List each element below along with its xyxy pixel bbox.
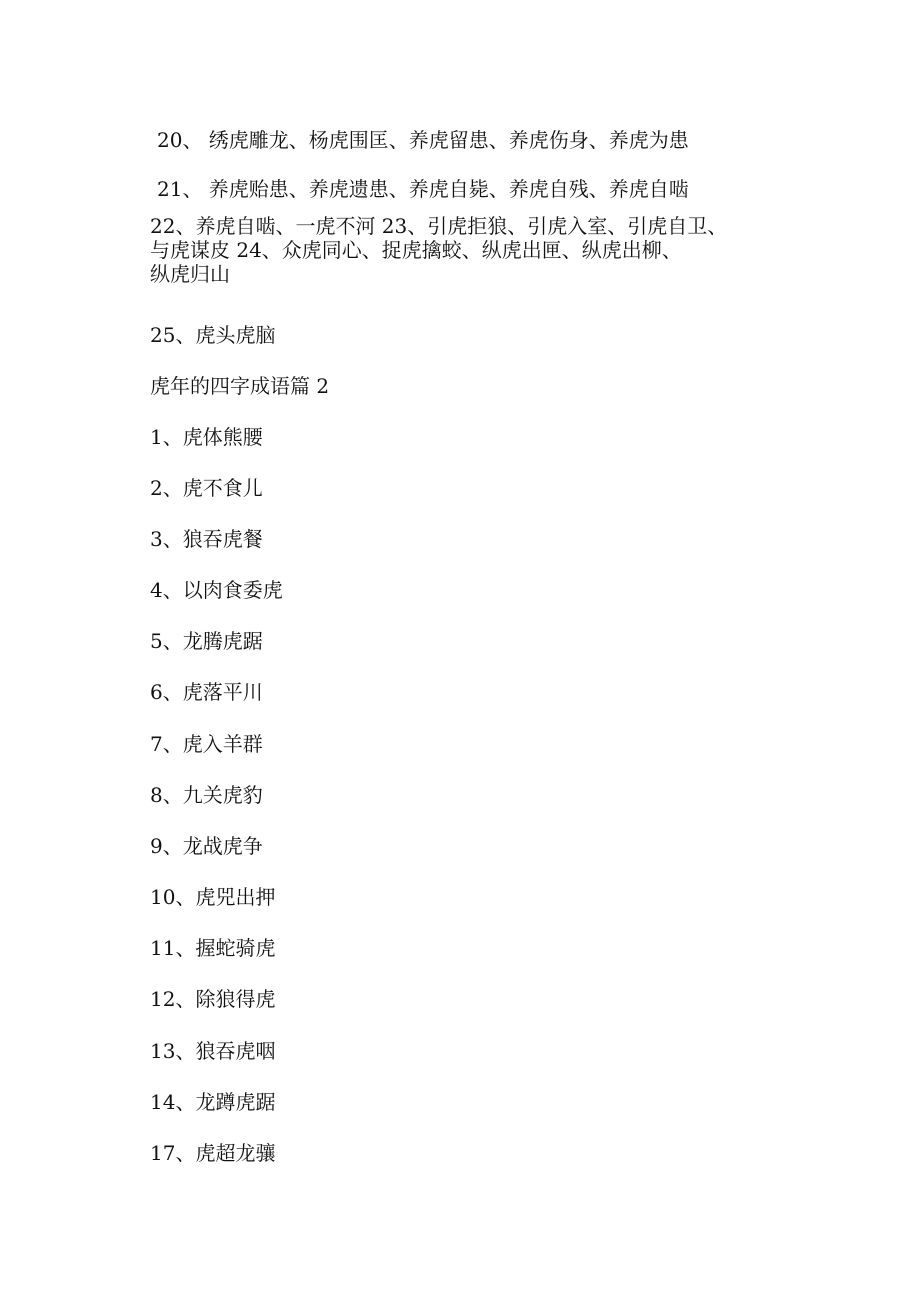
paragraph-line: 纵虎归山 bbox=[150, 262, 230, 286]
list-item: 12、除狼得虎 bbox=[150, 987, 276, 1011]
list-item: 17、虎超龙骧 bbox=[150, 1141, 276, 1165]
list-item: 9、龙战虎争 bbox=[150, 834, 263, 858]
list-item: 6、虎落平川 bbox=[150, 680, 263, 704]
list-item: 3、狼吞虎餐 bbox=[150, 527, 263, 551]
list-item: 14、龙蹲虎踞 bbox=[150, 1090, 276, 1114]
list-item: 7、虎入羊群 bbox=[150, 732, 263, 756]
list-item: 1、虎体熊腰 bbox=[150, 425, 263, 449]
paragraph-line: 22、养虎自啮、一虎不河 23、引虎拒狼、引虎入室、引虎自卫、 bbox=[150, 214, 728, 238]
list-item: 5、龙腾虎踞 bbox=[150, 629, 263, 653]
text-line-20: 20、 绣虎雕龙、杨虎围匡、养虎留患、养虎伤身、养虎为患 bbox=[157, 128, 689, 152]
list-item: 2、虎不食儿 bbox=[150, 476, 263, 500]
list-item: 8、九关虎豹 bbox=[150, 783, 263, 807]
list-item: 4、以肉食委虎 bbox=[150, 578, 283, 602]
text-line-21: 21、 养虎贻患、养虎遗患、养虎自毙、养虎自残、养虎自啮 bbox=[157, 177, 689, 201]
list-item: 13、狼吞虎咽 bbox=[150, 1039, 276, 1063]
text-line-25: 25、虎头虎脑 bbox=[150, 323, 276, 347]
paragraph-line: 与虎谋皮 24、众虎同心、捉虎擒蛟、纵虎出匣、纵虎出柳、 bbox=[150, 238, 682, 262]
section-heading: 虎年的四字成语篇 2 bbox=[150, 374, 330, 398]
list-item: 10、虎兕出押 bbox=[150, 885, 276, 909]
list-item: 11、握蛇骑虎 bbox=[150, 936, 276, 960]
paragraph-22-24 bbox=[150, 214, 740, 286]
